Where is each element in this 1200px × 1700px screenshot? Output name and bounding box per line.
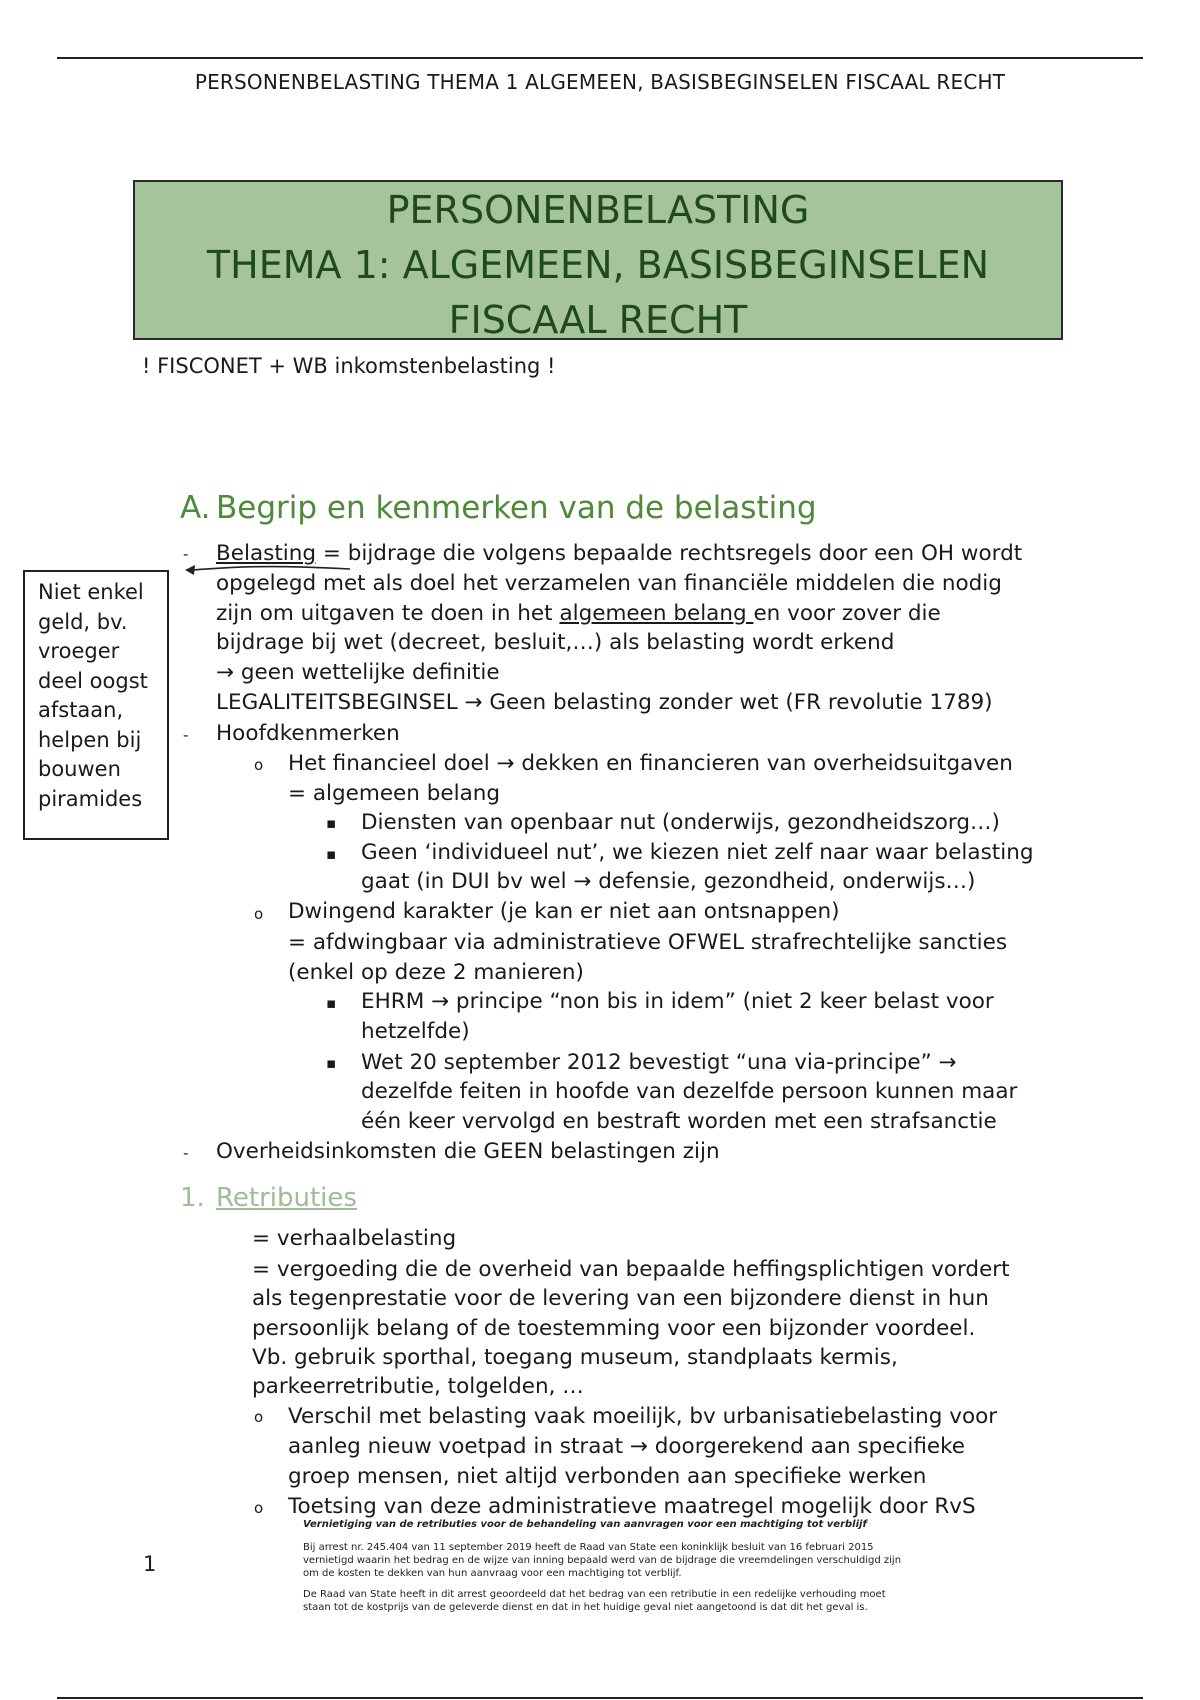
title-line-3: FISCAAL RECHT (448, 298, 748, 342)
retributie-line: Verschil met belasting vaak moeilijk, bv urbanisatiebelasting voor (288, 1404, 998, 1429)
body-line: één keer vervolgd en bestraft worden met een strafsanctie (361, 1109, 997, 1134)
body-line: bijdrage bij wet (decreet, besluit,…) als belasting wordt erkend (216, 630, 895, 655)
body-line: → geen wettelijke definitie (216, 660, 500, 685)
sidebar-line: Niet enkel (38, 580, 144, 604)
subsection-1-title: Retributies (216, 1183, 357, 1213)
retributie-line: persoonlijk belang of de toestemming voor een bijzonder voordeel. (252, 1316, 976, 1341)
title-line-1: PERSONENBELASTING (386, 188, 810, 232)
retributie-line: = verhaalbelasting (252, 1226, 457, 1251)
retributie-line: Vb. gebruik sporthal, toegang museum, standplaats kermis, (252, 1345, 898, 1370)
page-number: 1 (143, 1552, 157, 1576)
belasting-word: Belasting (216, 541, 317, 566)
section-a-title: Begrip en kenmerken van de belasting (216, 490, 817, 526)
body-line: LEGALITEITSBEGINSEL → Geen belasting zonder wet (FR revolutie 1789) (216, 690, 993, 715)
clipping-paragraph: De Raad van State heeft in dit arrest geoordeeld dat het bedrag van een retributie in een redelijke verhouding moet staan tot de kostprijs van de geleverde dienst en dat in het huidige geval niet aangetoond is dat dit het geval is. (303, 1589, 886, 1613)
title-line-2: THEMA 1: ALGEMEEN, BASISBEGINSELEN (206, 243, 990, 287)
sidebar-line: helpen bij (38, 727, 142, 752)
dash-marker: - (183, 726, 189, 744)
news-clipping (303, 1518, 903, 1622)
belasting-term (216, 541, 1022, 566)
sidebar-line: piramides (38, 786, 143, 811)
sidebar-note (23, 570, 169, 840)
body-line: Hoofdkenmerken (216, 721, 400, 746)
body-line: Dwingend karakter (je kan er niet aan ontsnappen) (288, 899, 840, 924)
circle-marker: o (254, 1408, 264, 1426)
algemeen-belang-underlined: algemeen belang (559, 601, 754, 626)
body-line: dezelfde feiten in hoofde van dezelfde persoon kunnen maar (361, 1079, 1018, 1104)
section-a-heading (180, 490, 817, 526)
subsection-1-number: 1. (180, 1183, 205, 1213)
text-segment: = bijdrage die volgens bepaalde rechtsregels door een OH wordt (316, 541, 1023, 566)
body-line: = algemeen belang (288, 781, 501, 806)
section-a-number: A. (180, 490, 211, 526)
body-line: Wet 20 september 2012 bevestigt “una via-principe” → (361, 1050, 957, 1075)
square-marker: ▪ (326, 994, 337, 1012)
body-line: hetzelfde) (361, 1019, 470, 1044)
circle-marker: o (254, 1499, 264, 1517)
body-line: Geen ‘individueel nut’, we kiezen niet zelf naar waar belasting (361, 840, 1034, 865)
retributie-line: Toetsing van deze administratieve maatregel mogelijk door RvS (288, 1494, 976, 1519)
clipping-title: Vernietiging van de retributies voor de behandeling van aanvragen voor een machtiging tot verblijf (303, 1519, 867, 1530)
bottom-rule (57, 1697, 1143, 1699)
title-box (133, 180, 1063, 340)
dash-marker: - (183, 1144, 189, 1162)
circle-marker: o (254, 756, 264, 774)
body-line: Overheidsinkomsten die GEEN belastingen zijn (216, 1139, 720, 1164)
text-segment: en voor zover die (753, 601, 941, 626)
sidebar-line: deel oogst (38, 668, 148, 693)
subsection-1-heading (180, 1183, 357, 1213)
retributie-line: groep mensen, niet altijd verbonden aan specifieke werken (288, 1464, 927, 1489)
square-marker: ▪ (326, 1054, 337, 1072)
dash-marker: - (183, 545, 189, 563)
square-marker: ▪ (326, 814, 337, 832)
body-line: = afdwingbaar via administratieve OFWEL strafrechtelijke sancties (288, 930, 1008, 955)
square-marker: ▪ (326, 845, 337, 863)
sidebar-line: geld, bv. (38, 609, 128, 634)
body-line: (enkel op deze 2 manieren) (288, 960, 584, 985)
fisconet-note: ! FISCONET + WB inkomstenbelasting ! (142, 354, 556, 378)
body-line: Het financieel doel → dekken en financieren van overheidsuitgaven (288, 751, 1013, 776)
body-line: opgelegd met als doel het verzamelen van financiële middelen die nodig (216, 571, 1002, 596)
body-line: EHRM → principe “non bis in idem” (niet 2 keer belast voor (361, 989, 994, 1014)
retributie-line: = vergoeding die de overheid van bepaalde heffingsplichtigen vordert (252, 1257, 1010, 1282)
body-line: gaat (in DUI bv wel → defensie, gezondheid, onderwijs…) (361, 869, 976, 894)
text-segment: zijn om uitgaven te doen in het (216, 601, 560, 626)
running-header: PERSONENBELASTING THEMA 1 ALGEMEEN, BASISBEGINSELEN FISCAAL RECHT (194, 70, 1006, 94)
clipping-paragraph: Bij arrest nr. 245.404 van 11 september 2019 heeft de Raad van State een koninklijk besluit van 16 februari 2015 vernietigd waarin het bedrag en de wijze van inning bepaald werd van de bijdrage die vreemdelingen verschuldigd zijn om de kosten te dekken van hun aanvraag voor een machtiging tot verblijf. (303, 1542, 902, 1579)
body-line (216, 541, 1022, 566)
body-line (216, 601, 941, 626)
body-line: Diensten van openbaar nut (onderwijs, gezondheidszorg…) (361, 810, 1000, 835)
sidebar-line: vroeger (38, 639, 120, 663)
top-rule (57, 57, 1143, 59)
sidebar-line: afstaan, (38, 698, 124, 722)
sidebar-line: bouwen (38, 757, 121, 781)
retributie-line: aanleg nieuw voetpad in straat → doorgerekend aan specifieke (288, 1434, 966, 1459)
circle-marker: o (254, 905, 264, 923)
retributie-line: parkeerretributie, tolgelden, … (252, 1374, 584, 1399)
retributie-line: als tegenprestatie voor de levering van een bijzondere dienst in hun (252, 1286, 989, 1311)
